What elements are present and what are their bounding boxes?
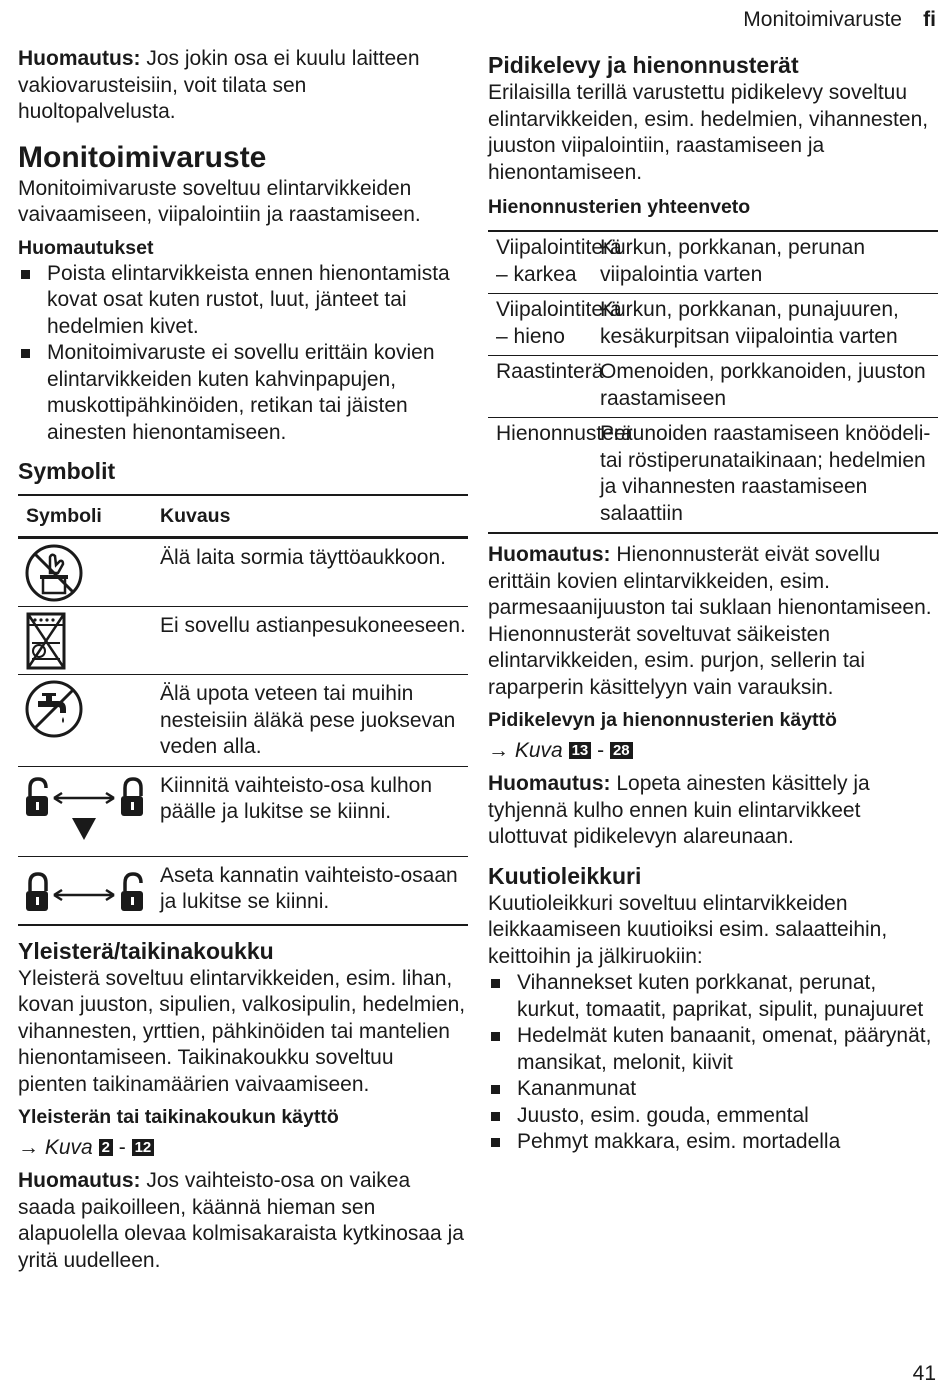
right-column [488,50,940,1156]
section-title-multitool: Monitoimivaruste [18,140,267,174]
blade-use-heading: Yleisterän tai taikinakoukun käyttö [18,1106,339,1128]
attachment-description: Kurkun, porkkanan, perunan viipalointia varten [600,236,866,286]
figure-word: Kuva [514,739,563,762]
table-row [488,355,938,417]
section-title-dicer: Kuutioleikkuri [488,862,642,889]
column-header-description: Kuvaus [160,504,231,527]
intro-note [18,46,468,126]
table-row [488,417,938,532]
symbol-description: Ei sovellu astianpesukoneeseen. [160,614,466,637]
list-item: Kananmunat [488,1076,940,1103]
attachment-description: Omenoiden, porkkanoiden, juuston raastamiseen [600,360,926,410]
range-dash: - [118,1136,126,1159]
no-fingers-icon [24,543,84,603]
figure-number-start: 2 [99,1139,113,1156]
symbols-heading: Symbolit [18,458,116,484]
lock-holder-icon [24,869,144,913]
list-item: Poista elintarvikkeista ennen hienontamista kovat osat kuten rustot, luut, jänteet tai hedelmien kivet. [18,261,468,341]
table-row [18,606,468,674]
table-row [488,232,938,293]
attachment-name: Viipalointiterä – hieno [496,298,622,348]
lock-gearbox-icon [24,776,144,848]
disc-use-heading: Pidikelevyn ja hienonnusterien käyttö [488,709,837,731]
column-header-symbol: Symboli [26,504,102,527]
running-header-title: Monitoimivaruste [743,8,902,31]
note-text: Jos vaihteisto-osa on vaikea saada paikoilleen, käännä hieman sen alapuolella olevaa kolmisakaraista kytkinosaa ja yritä uudelleen. [18,1169,464,1272]
list-item: Juusto, esim. gouda, emmental [488,1103,940,1130]
attachment-name: Viipalointiterä – karkea [496,236,622,286]
symbol-description: Älä upota veteen tai muihin nesteisiin äläkä pese juoksevan veden alla. [160,682,456,758]
notes-list [18,261,468,447]
symbol-description: Älä laita sormia täyttöaukkoon. [160,546,446,569]
attachment-description: Perunoiden raastamiseen knöödeli- tai röstiperunataikinaan; hedelmien ja vihannesten raastamiseen salaattiin [600,422,931,525]
section-title-blade: Yleisterä/taikinakoukku [18,937,274,964]
figure-reference [488,737,940,765]
figure-number-end: 12 [132,1139,155,1156]
blade-note [18,1168,468,1274]
arrow-icon: → [18,1136,39,1159]
attachment-description: Kurkun, porkkanan, punajuuren, kesäkurpitsan viipalointia varten [600,298,899,348]
attachments-note [488,542,940,622]
no-dishwasher-icon [24,611,68,671]
list-item: Vihannekset kuten porkkanat, perunat, kurkut, tomaatit, paprikat, sipulit, punajuuret [488,970,940,1023]
arrow-icon: → [488,739,509,762]
symbol-description: Aseta kannatin vaihteisto-osaan ja lukitse se kiinni. [160,863,458,913]
language-code: fi [923,8,936,31]
note-text: Jos jokin osa ei kuulu laitteen vakiovarusteisiin, voit tilata sen huoltopalvelusta. [18,47,420,123]
dicer-description: Kuutioleikkuri soveltuu elintarvikkeiden leikkaamiseen kuutioiksi esim. salaatteihin, keittoihin ja jälkiruokiin: [488,891,888,968]
table-row [18,766,468,856]
table-row [18,856,468,924]
note-text: Hienonnusterät eivät sovellu erittäin kovien elintarvikkeiden, esim. parmesaanijuuston tai suklaan hienontamiseen. [488,543,932,619]
disc-note [488,771,940,851]
list-item: Monitoimivaruste ei sovellu erittäin kovien elintarvikkeiden kuten kahvinpapujen, muskottipähkinöiden, retikan tai jäisten ainesten hienontamiseen. [18,340,468,446]
disc-description: Erilaisilla terillä varustettu pidikelevy soveltuu elintarvikkeiden, esim. hedelmien, vihannesten, juuston viipalointiin, raastamiseen ja hienontamiseen. [488,81,929,184]
note-label: Huomautus: [18,47,141,70]
list-item: Hedelmät kuten banaanit, omenat, päärynät, mansikat, melonit, kiivit [488,1023,940,1076]
blade-description: Yleisterä soveltuu elintarvikkeiden, esim. lihan, kovan juuston, sipulien, valkosipulin, hedelmien, vihannesten, yrttien, pähkinöiden tai mantelien hienontamiseen. Taikinakoukku soveltuu pienten taikinamäärien vaivaamiseen. [18,966,466,1096]
symbols-table-header [18,496,468,538]
left-column [18,46,468,1274]
symbol-description: Kiinnitä vaihteisto-osa kulhon päälle ja lukitse se kiinni. [160,773,432,823]
figure-number-end: 28 [610,742,633,759]
note-label: Huomautus: [488,543,611,566]
section-title-disc: Pidikelevy ja hienonnusterät [488,52,799,78]
table-row [18,538,468,606]
note-label: Huomautus: [18,1169,141,1192]
figure-number-start: 13 [569,742,592,759]
attachments-note-continued: Hienonnusterät soveltuvat säikeisten elintarvikkeiden, esim. purjon, sellerin tai raparperin käsittelyyn vain varauksin. [488,622,866,699]
attachment-name: Hienonnusterä [496,422,633,445]
note-text: Lopeta ainesten käsittely ja tyhjennä kulho ennen kuin elintarvikkeet ulottuvat pidikelevyn alareunaan. [488,772,870,848]
figure-word: Kuva [44,1136,93,1159]
range-dash: - [597,739,605,762]
dicer-list [488,970,940,1156]
page-number: 41 [912,1362,936,1385]
figure-reference [18,1134,468,1162]
symbols-table [18,494,468,926]
attachments-table [488,230,938,534]
list-item: Pehmyt makkara, esim. mortadella [488,1129,940,1156]
table-row [18,674,468,766]
note-label: Huomautus: [488,772,611,795]
overview-heading: Hienonnusterien yhteenveto [488,196,751,218]
notes-heading: Huomautukset [18,236,154,259]
multitool-description: Monitoimivaruste soveltuu elintarvikkeiden vaivaamiseen, viipalointiin ja raastamiseen. [18,176,421,226]
no-water-tap-icon [24,679,84,739]
table-row [488,293,938,355]
attachment-name: Raastinterä [496,360,604,383]
